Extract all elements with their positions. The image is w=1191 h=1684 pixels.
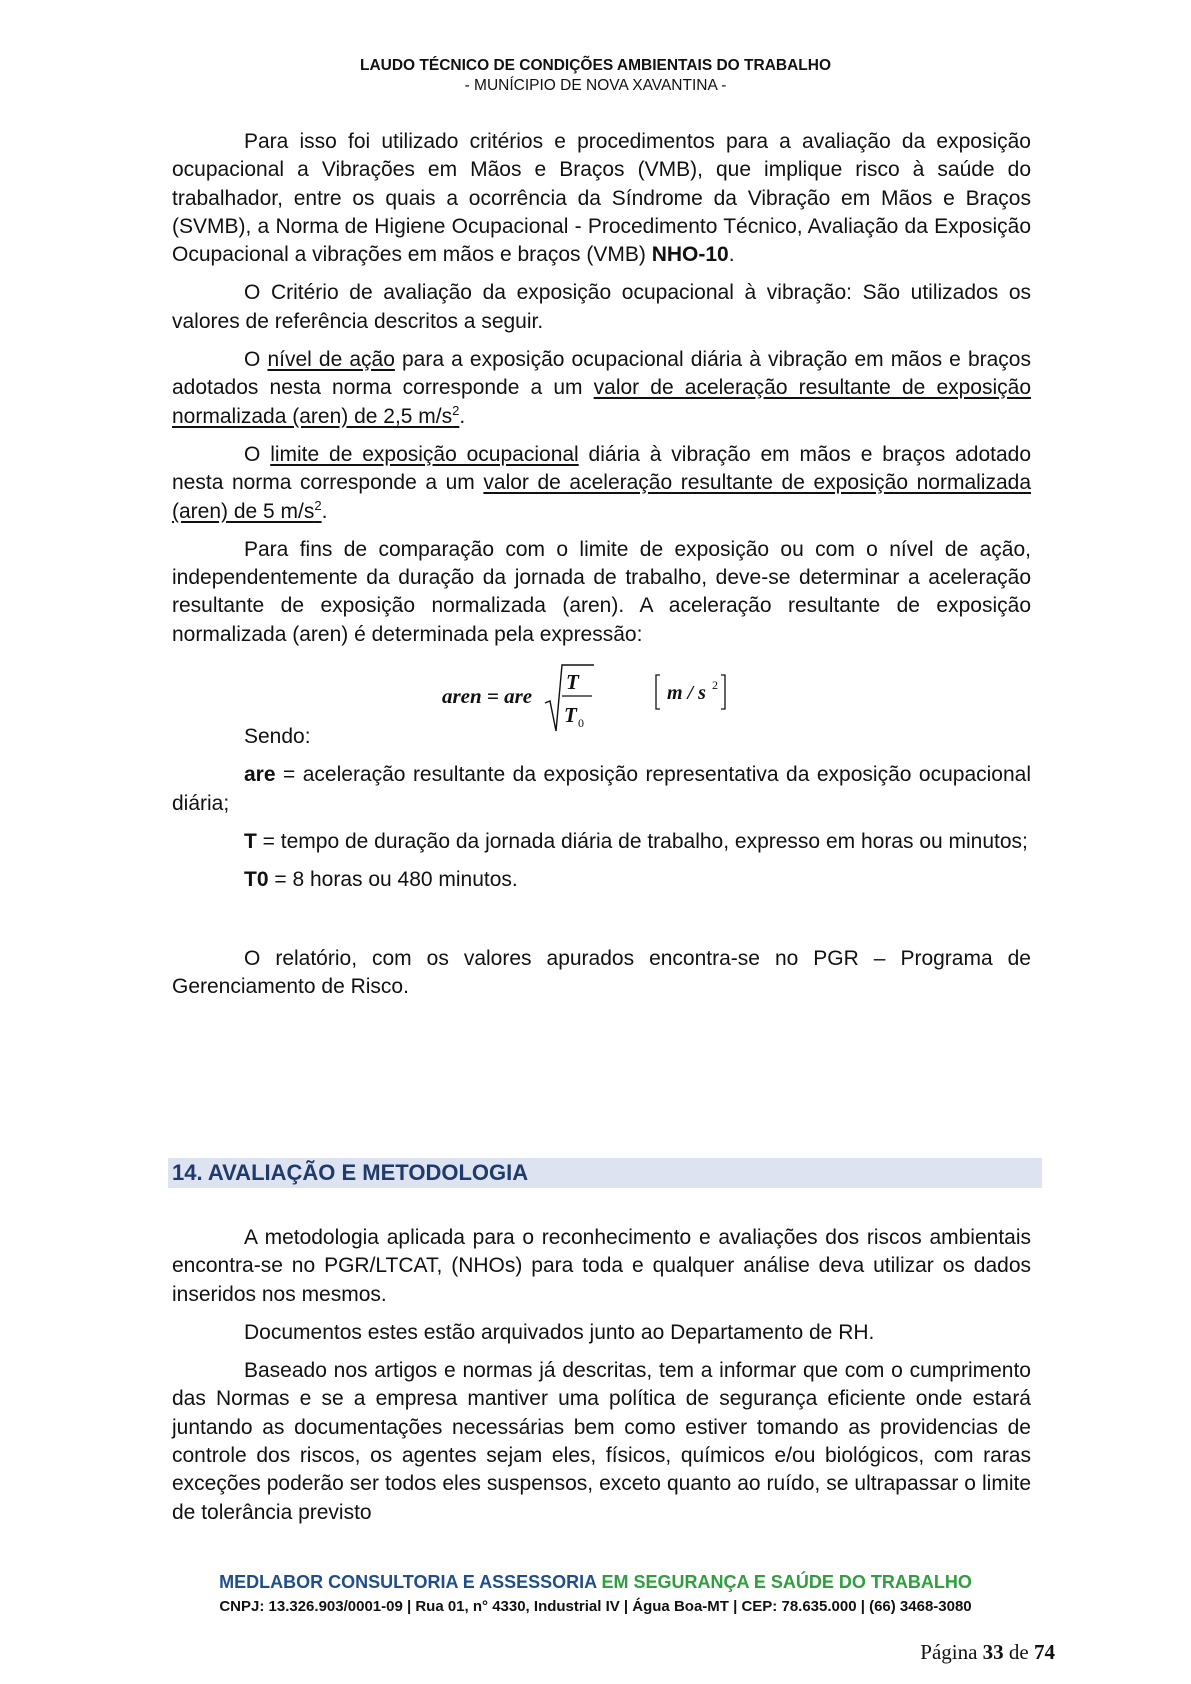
definition-are: are = aceleração resultante da exposição representativa da exposição ocupacional diária;	[172, 763, 1031, 815]
paragraph-action-level: O nível de ação para a exposição ocupacional diária à vibração em mãos e braços adotados nesta norma corresponde a um valor de aceleração resultante de exposição normalizada (aren) de 2,5 $m/s^2$.	[172, 348, 1032, 428]
paragraph-comparison: Para fins de comparação com o limite de exposição ou com o nível de ação, independentemente da duração da jornada de trabalho, deve-se determinar a aceleração resultante de exposição normalizada (aren). A aceleração resultante de exposição normalizada (aren) é determinada pela expressão:	[172, 537, 1031, 646]
paragraph-report: O relatório, com os valores apurados encontra-se no PGR – Programa de Gerenciamento de Risco.	[172, 946, 1031, 998]
definition-t: T = tempo de duração da jornada diária de trabalho, expresso em horas ou minutos;	[244, 829, 1028, 853]
paragraph-documents: Documentos estes estão arquivados junto ao Departamento de RH.	[244, 1320, 875, 1344]
unit-superscript: 2	[712, 678, 718, 693]
formula-graphic	[442, 659, 762, 737]
paragraph-criteria: Para isso foi utilizado critérios e procedimentos para a avaliação da exposição ocupacional a Vibrações em Mãos e Braços (VMB), que implique risco à saúde do trabalhador, entre os quais a ocorrência da Síndrome da Vibração em Mãos e Braços (SVMB), a Norma de Higiene Ocupacional - Procedimento Técnico, Avaliação da Exposição Ocupacional a vibrações em mãos e braços (VMB) NHO-10.	[172, 130, 1031, 267]
main-content	[172, 128, 1031, 1011]
unit-text: m / s	[667, 682, 706, 705]
page-header	[0, 56, 1191, 96]
company-name: MEDLABOR CONSULTORIA E ASSESSORIA	[219, 1572, 602, 1592]
document-title: LAUDO TÉCNICO DE CONDIÇÕES AMBIENTAIS DO TRABALHO	[359, 57, 832, 74]
current-page: 33	[982, 1640, 1004, 1664]
action-level-value: valor de aceleração resultante de exposição normalizada (aren) de 2,5 $m/s^2$	[172, 376, 1032, 428]
action-level-term: nível de ação	[267, 348, 395, 372]
paragraph-methodology: A metodologia aplicada para o reconhecimento e avaliações dos riscos ambientais encontra-se no PGR/LTCAT, (NHOs) para toda e qualquer análise deva utilizar os dados inseridos nos mesmos.	[172, 1226, 1031, 1306]
paragraph-evaluation-criterion: O Critério de avaliação da exposição ocupacional à vibração: São utilizados os valores de referência descritos a seguir.	[172, 281, 1031, 333]
left-bracket	[656, 675, 660, 709]
sendo-label: Sendo:	[244, 725, 311, 749]
right-bracket	[721, 675, 725, 709]
page-number: Página 33 de 74	[920, 1640, 1055, 1664]
footer-contact-info: CNPJ: 13.326.903/0001-09 | Rua 01, n° 4330, Industrial IV | Água Boa-MT | CEP: 78.635.000 | (66) 3468-3080	[219, 1598, 972, 1615]
nho-10-reference: NHO-10	[651, 243, 729, 267]
fraction-numerator: T	[566, 670, 579, 695]
definition-t0: T0 = 8 horas ou 480 minutos.	[244, 868, 518, 892]
fraction-denominator: T	[564, 703, 577, 728]
document-subtitle: - MUNÍCIPIO DE NOVA XAVANTINA -	[464, 77, 727, 94]
section-14-content	[172, 1224, 1031, 1537]
section-14-heading: 14. AVALIAÇÃO E METODOLOGIA	[168, 1158, 1042, 1188]
total-pages: 74	[1034, 1640, 1055, 1664]
footer-company	[0, 1571, 1191, 1593]
denominator-subscript: 0	[578, 716, 584, 731]
company-specialty: EM SEGURANÇA E SAÚDE DO TRABALHO	[601, 1572, 972, 1592]
paragraph-exposure-limit: O limite de exposição ocupacional diária à vibração em mãos e braços adotado nesta norma corresponde a um valor de aceleração resultante de exposição normalizada (aren) de 5 $m/s^2$.	[172, 442, 1032, 523]
formula-lhs: aren = are	[442, 684, 533, 709]
exposure-limit-term: limite de exposição ocupacional	[270, 442, 579, 466]
exposure-limit-value: valor de aceleração resultante de exposição normalizada (aren) de 5 $m/s^2$	[172, 471, 1032, 523]
paragraph-based-on-norms: Baseado nos artigos e normas já descritas, tem a informar que com o cumprimento das Normas e se a empresa mantiver uma política de segurança eficiente onde estará juntando as documentações necessárias bem como estiver tomando as providencias de controle dos riscos, os agentes sejam eles, físicos, químicos e/ou biológicos, com raras exceções poderão ser todos eles suspensos, exceto quanto ao ruído, se ultrapassar o limite de tolerância previsto	[172, 1359, 1031, 1524]
aren-formula	[172, 659, 1031, 737]
